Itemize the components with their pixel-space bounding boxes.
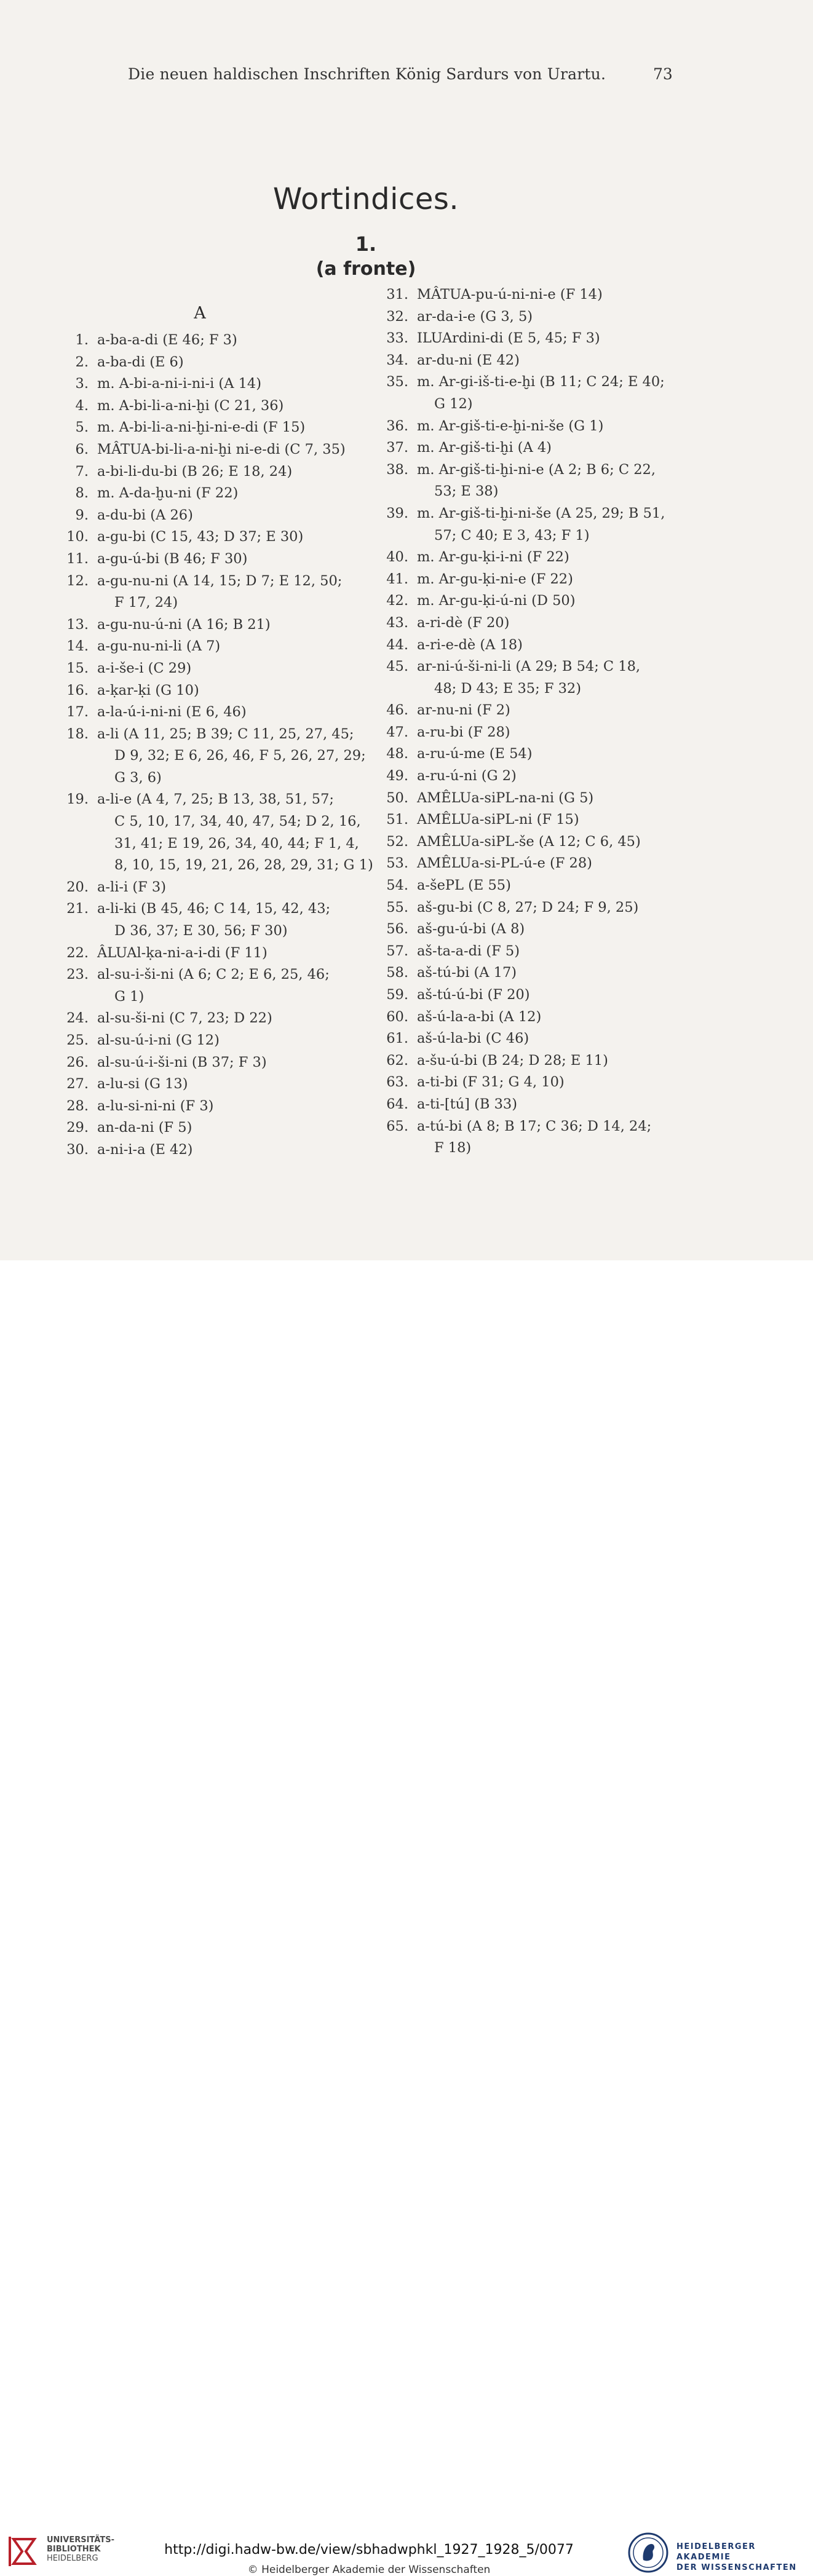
entry-number: 46. — [386, 702, 408, 719]
entry-text: a-šu-ú-bi (B 24; D 28; E 11) — [417, 1052, 608, 1069]
entry-number: 11. — [66, 550, 89, 567]
running-title: Die neuen haldischen Inschriften König Sardurs von Urartu. — [128, 65, 606, 83]
index-entry — [369, 962, 689, 984]
entry-text: a-tú-bi (A 8; B 17; C 36; D 14, 24; — [417, 1118, 652, 1134]
entry-text: m. Ar-gi-iš-ti-e-ḫi (B 11; C 24; E 40; — [417, 374, 665, 390]
entry-number: 24. — [66, 1010, 89, 1027]
entry-number: 34. — [386, 352, 408, 368]
entry-text: a-i-še-i (C 29) — [97, 660, 192, 676]
entry-number: 21. — [66, 901, 89, 917]
entry-number: 7. — [75, 463, 89, 480]
entry-number: 6. — [75, 441, 89, 457]
entry-text: a-ri-e-dè (A 18) — [417, 636, 523, 653]
index-entry — [369, 875, 689, 897]
entry-text: a-lu-si (G 13) — [97, 1076, 188, 1092]
entry-number: 43. — [386, 614, 408, 631]
entry-text: a-ru-bi (F 28) — [417, 724, 510, 740]
entry-text: al-su-ú-i-ši-ni (B 37; F 3) — [97, 1054, 267, 1070]
index-entry — [369, 853, 689, 875]
entry-text: a-du-bi (A 26) — [97, 507, 193, 523]
index-entry — [369, 984, 689, 1006]
index-entry — [49, 1073, 369, 1096]
index-entry — [369, 941, 689, 963]
index-entry — [369, 503, 689, 547]
entry-continuation: F 18) — [434, 1140, 472, 1156]
academy-label — [676, 2542, 813, 2573]
index-entry — [49, 330, 369, 352]
entry-text: m. A-da-ḫu-ni (F 22) — [97, 485, 239, 502]
entry-text: m. Ar-gu-ḳi-i-ni (F 22) — [417, 549, 569, 566]
entry-number: 47. — [386, 724, 408, 740]
entry-number: 44. — [386, 636, 408, 653]
entry-number: 40. — [386, 549, 408, 566]
entry-number: 52. — [386, 833, 408, 850]
entry-text: a-li-e (A 4, 7, 25; B 13, 38, 51, 57; — [97, 791, 334, 808]
entry-number: 53. — [386, 855, 408, 872]
entry-text: MÂTUA-pu-ú-ni-ni-e (F 14) — [417, 286, 603, 302]
index-entry — [369, 569, 689, 591]
index-entry — [369, 722, 689, 744]
entry-text: m. A-bi-li-a-ni-ḫi (C 21, 36) — [97, 397, 284, 414]
entry-text: a-gu-bi (C 15, 43; D 37; E 30) — [97, 529, 304, 545]
entry-number: 10. — [66, 529, 89, 545]
index-entry — [369, 547, 689, 569]
index-entry — [369, 700, 689, 722]
index-entry — [49, 483, 369, 505]
entry-number: 14. — [66, 638, 89, 655]
entry-number: 54. — [386, 877, 408, 894]
index-entry — [49, 1030, 369, 1052]
entry-text: a-bi-li-du-bi (B 26; E 18, 24) — [97, 463, 293, 480]
entry-number: 2. — [75, 354, 89, 370]
entry-number: 33. — [386, 330, 408, 347]
entry-number: 29. — [66, 1120, 89, 1136]
index-entry — [49, 658, 369, 680]
library-label-line: HEIDELBERG — [47, 2554, 98, 2563]
entry-number: 56. — [386, 921, 408, 938]
entry-text: m. Ar-gu-ḳi-ni-e (F 22) — [417, 571, 573, 587]
entry-text: al-su-i-ši-ni (A 6; C 2; E 6, 25, 46; — [97, 966, 330, 983]
entry-text: aš-ú-la-bi (C 46) — [417, 1030, 529, 1047]
entry-text: m. Ar-giš-ti-ḫi (A 4) — [417, 440, 552, 456]
entry-number: 64. — [386, 1096, 408, 1112]
entry-number: 38. — [386, 461, 408, 478]
entry-number: 3. — [75, 376, 89, 392]
index-entry — [49, 395, 369, 417]
index-entry — [369, 590, 689, 612]
entry-continuation: C 5, 10, 17, 34, 40, 47, 54; D 2, 16, — [114, 813, 361, 830]
entry-number: 35. — [386, 374, 408, 390]
entry-number: 27. — [66, 1076, 89, 1092]
entry-number: 45. — [386, 658, 408, 675]
entry-text: m. A-bi-li-a-ni-ḫi-ni-e-di (F 15) — [97, 419, 306, 436]
entry-text: a-ru-ú-me (E 54) — [417, 746, 533, 762]
index-entry — [49, 614, 369, 636]
index-entry — [49, 571, 369, 614]
index-entry — [369, 416, 689, 438]
entry-number: 8. — [75, 485, 89, 502]
index-entry — [49, 1052, 369, 1074]
entry-number: 5. — [75, 419, 89, 436]
entry-continuation: F 17, 24) — [114, 595, 178, 611]
entry-text: m. Ar-giš-ti-ḫi-ni-še (A 25, 29; B 51, — [417, 505, 665, 521]
entry-text: aš-tú-ú-bi (F 20) — [417, 987, 530, 1003]
index-entry — [49, 352, 369, 374]
entry-continuation: 8, 10, 15, 19, 21, 26, 28, 29, 31; G 1) — [114, 857, 373, 874]
index-entry — [49, 461, 369, 483]
index-entry — [49, 373, 369, 395]
entry-text: a-gu-nu-ni (A 14, 15; D 7; E 12, 50; — [97, 572, 343, 589]
index-entry — [369, 809, 689, 831]
index-entry — [49, 1008, 369, 1030]
entry-text: aš-ta-a-di (F 5) — [417, 942, 520, 959]
entry-number: 25. — [66, 1032, 89, 1048]
entry-number: 26. — [66, 1054, 89, 1070]
entry-text: a-li-i (F 3) — [97, 879, 166, 895]
entry-number: 60. — [386, 1008, 408, 1025]
entry-number: 19. — [66, 791, 89, 808]
entry-text: AMÊLUa-siPL-na-ni (G 5) — [417, 789, 594, 806]
entry-number: 65. — [386, 1118, 408, 1134]
index-entry — [369, 1116, 689, 1160]
entry-text: ar-ni-ú-ši-ni-li (A 29; B 54; C 18, — [417, 658, 641, 675]
entry-number: 51. — [386, 812, 408, 828]
index-entry — [49, 724, 369, 789]
entry-number: 22. — [66, 944, 89, 961]
entry-number: 39. — [386, 505, 408, 521]
index-entry — [49, 898, 369, 942]
entry-number: 63. — [386, 1074, 408, 1091]
entry-number: 28. — [66, 1097, 89, 1114]
entry-text: a-li-ki (B 45, 46; C 14, 15, 42, 43; — [97, 901, 331, 917]
entry-number: 23. — [66, 966, 89, 983]
index-column-left — [49, 330, 373, 1161]
entry-number: 58. — [386, 965, 408, 981]
entry-continuation: G 12) — [434, 395, 473, 412]
entry-continuation: D 36, 37; E 30, 56; F 30) — [114, 923, 288, 939]
index-entry — [49, 1117, 369, 1139]
entry-continuation: 31, 41; E 19, 26, 34, 40, 44; F 1, 4, — [114, 835, 359, 851]
entry-text: al-su-ši-ni (C 7, 23; D 22) — [97, 1010, 272, 1027]
index-entry — [369, 1006, 689, 1029]
index-entry — [369, 1072, 689, 1094]
index-entry — [49, 942, 369, 965]
entry-number: 9. — [75, 507, 89, 523]
entry-number: 20. — [66, 879, 89, 895]
entry-text: a-ti-[tú] (B 33) — [417, 1096, 517, 1112]
page-number: 73 — [653, 65, 673, 83]
index-entry — [369, 765, 689, 788]
entry-text: ILUArdini-di (E 5, 45; F 3) — [417, 330, 600, 347]
entry-text: MÂTUA-bi-li-a-ni-ḫi ni-e-di (C 7, 35) — [97, 441, 346, 457]
entry-number: 1. — [75, 332, 89, 348]
entry-number: 48. — [386, 746, 408, 762]
entry-text: a-li (A 11, 25; B 39; C 11, 25, 27, 45; — [97, 725, 354, 742]
index-column-right — [369, 284, 689, 1160]
entry-number: 62. — [386, 1052, 408, 1069]
index-entry — [369, 1028, 689, 1050]
academy-label-line: HEIDELBERGER AKADEMIE — [676, 2542, 756, 2562]
section-subtitle: (a fronte) — [315, 258, 416, 280]
entry-text: a-gu-ú-bi (B 46; F 30) — [97, 550, 248, 567]
entry-continuation: G 1) — [114, 988, 145, 1005]
index-entry — [49, 701, 369, 724]
entry-number: 37. — [386, 440, 408, 456]
entry-text: AMÊLUa-siPL-še (A 12; C 6, 45) — [417, 833, 641, 850]
entry-text: a-ḳar-ḳi (G 10) — [97, 682, 199, 698]
entry-text: a-la-ú-i-ni-ni (E 6, 46) — [97, 704, 247, 721]
entry-number: 13. — [66, 616, 89, 633]
entry-number: 30. — [66, 1141, 89, 1158]
index-entry — [369, 788, 689, 810]
entry-number: 32. — [386, 308, 408, 325]
entry-continuation: 48; D 43; E 35; F 32) — [434, 680, 582, 697]
index-entry — [369, 1094, 689, 1116]
entry-continuation: G 3, 6) — [114, 769, 162, 786]
footer-bar — [0, 1260, 813, 2576]
entry-text: a-ni-i-a (E 42) — [97, 1141, 193, 1158]
index-entry — [49, 505, 369, 527]
index-entry — [49, 789, 373, 876]
entry-text: a-gu-nu-ú-ni (A 16; B 21) — [97, 616, 271, 633]
index-entry — [369, 831, 689, 853]
entry-continuation: 53; E 38) — [434, 483, 499, 500]
academy-label-line: DER WISSENSCHAFTEN — [676, 2563, 797, 2572]
entry-number: 55. — [386, 899, 408, 915]
copyright-notice: © Heidelberger Akademie der Wissenschaften — [247, 2564, 491, 2576]
entry-text: ÂLUAl-ḳa-ni-a-i-di (F 11) — [97, 944, 268, 961]
entry-number: 49. — [386, 768, 408, 784]
entry-text: AMÊLUa-siPL-ni (F 15) — [417, 812, 579, 828]
entry-continuation: 57; C 40; E 3, 43; F 1) — [434, 527, 590, 543]
entry-continuation: D 9, 32; E 6, 26, 46, F 5, 26, 27, 29; — [114, 748, 366, 764]
index-entry — [369, 1050, 689, 1072]
entry-text: m. Ar-gu-ḳi-ú-ni (D 50) — [417, 593, 576, 609]
entry-text: m. A-bi-a-ni-i-ni-i (A 14) — [97, 376, 262, 392]
index-entry — [369, 612, 689, 634]
index-entry — [49, 636, 369, 658]
index-entry — [49, 439, 369, 461]
entry-text: an-da-ni (F 5) — [97, 1120, 192, 1136]
index-entry — [369, 743, 689, 765]
index-entry — [49, 1096, 369, 1118]
index-entry — [369, 350, 689, 372]
academy-seal-icon — [627, 2532, 669, 2574]
entry-number: 17. — [66, 704, 89, 721]
entry-text: ar-du-ni (E 42) — [417, 352, 520, 368]
entry-text: a-ba-di (E 6) — [97, 354, 184, 370]
entry-text: a-ba-a-di (E 46; F 3) — [97, 332, 237, 348]
entry-text: aš-gu-bi (C 8, 27; D 24; F 9, 25) — [417, 899, 639, 915]
library-label-line: BIBLIOTHEK — [47, 2545, 101, 2554]
section-number: 1. — [355, 232, 377, 256]
permalink-url[interactable]: http://digi.hadw-bw.de/view/sbhadwphkl_1927_1928_5/0077 — [164, 2542, 574, 2558]
index-entry — [369, 284, 689, 306]
entry-text: m. Ar-giš-ti-e-ḫi-ni-še (G 1) — [417, 417, 604, 434]
entry-text: a-ti-bi (F 31; G 4, 10) — [417, 1074, 565, 1091]
index-entry — [49, 877, 369, 899]
entry-number: 36. — [386, 417, 408, 434]
index-entry — [49, 680, 369, 702]
index-entry — [369, 437, 689, 459]
entry-number: 42. — [386, 593, 408, 609]
index-entry — [369, 459, 689, 503]
entry-number: 57. — [386, 942, 408, 959]
index-entry — [369, 328, 689, 350]
entry-text: al-su-ú-i-ni (G 12) — [97, 1032, 220, 1048]
index-entry — [49, 964, 369, 1008]
entry-number: 31. — [386, 286, 408, 302]
entry-text: aš-gu-ú-bi (A 8) — [417, 921, 525, 938]
entry-number: 16. — [66, 682, 89, 698]
index-entry — [369, 919, 689, 941]
letter-heading: A — [194, 304, 206, 323]
index-entry — [49, 1139, 369, 1161]
entry-text: AMÊLUa-si-PL-ú-e (F 28) — [417, 855, 592, 872]
index-entry — [369, 371, 689, 415]
entry-number: 18. — [66, 725, 89, 742]
index-entry — [369, 634, 689, 657]
entry-number: 4. — [75, 397, 89, 414]
entry-number: 41. — [386, 571, 408, 587]
entry-text: aš-tú-bi (A 17) — [417, 965, 517, 981]
entry-text: ar-nu-ni (F 2) — [417, 702, 510, 719]
entry-text: ar-da-i-e (G 3, 5) — [417, 308, 533, 325]
index-entry — [369, 897, 689, 919]
entry-text: a-lu-si-ni-ni (F 3) — [97, 1097, 214, 1114]
entry-text: a-gu-nu-ni-li (A 7) — [97, 638, 221, 655]
entry-number: 12. — [66, 572, 89, 589]
library-label-line: UNIVERSITÄTS- — [47, 2535, 114, 2545]
entry-text: a-šePL (E 55) — [417, 877, 511, 894]
entry-text: m. Ar-giš-ti-ḫi-ni-e (A 2; B 6; C 22, — [417, 461, 656, 478]
index-entry — [369, 656, 689, 700]
index-entry — [369, 306, 689, 328]
entry-number: 59. — [386, 987, 408, 1003]
entry-text: a-ru-ú-ni (G 2) — [417, 768, 517, 784]
entry-text: a-ri-dè (F 20) — [417, 614, 510, 631]
index-entry — [49, 526, 369, 548]
page-title: Wortindices. — [272, 182, 459, 216]
entry-number: 15. — [66, 660, 89, 676]
entry-text: aš-ú-la-a-bi (A 12) — [417, 1008, 542, 1025]
entry-number: 50. — [386, 789, 408, 806]
index-entry — [49, 417, 369, 439]
index-entry — [49, 548, 369, 571]
entry-number: 61. — [386, 1030, 408, 1047]
